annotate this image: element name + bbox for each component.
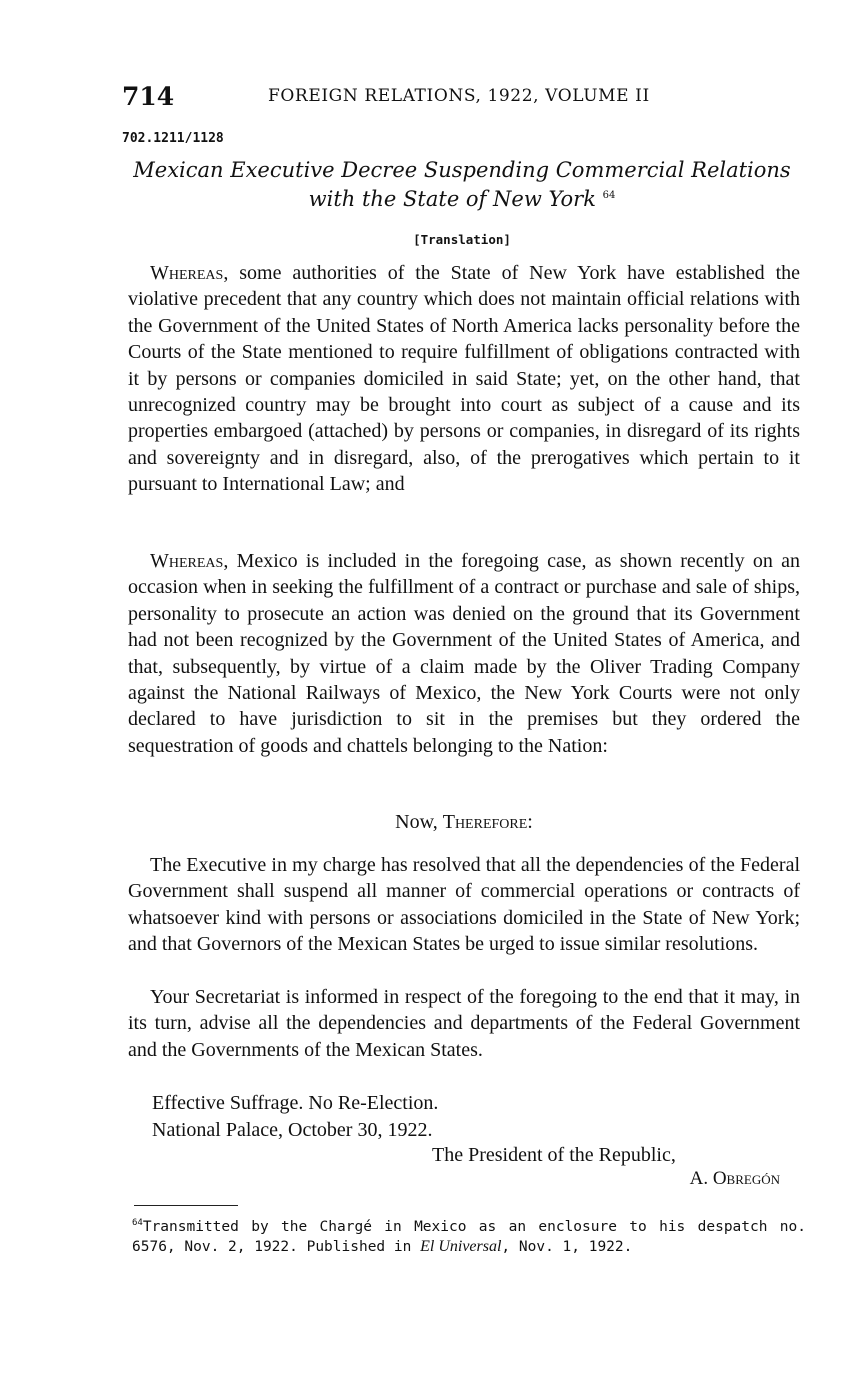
whereas-paragraph-1: [128, 260, 800, 498]
title-footnote-ref: 64: [602, 190, 616, 201]
running-head: FOREIGN RELATIONS, 1922, VOLUME II: [268, 86, 650, 106]
place-date: National Palace, October 30, 1922.: [152, 1119, 433, 1141]
resolution-paragraph: [128, 852, 800, 958]
translation-label: [Translation]: [413, 232, 511, 247]
therefore-word: Therefore: [442, 811, 528, 833]
footnote-marker: 64: [132, 1218, 143, 1228]
page-header: [122, 82, 794, 118]
footnote: [132, 1214, 806, 1257]
footnote-text-before: Transmitted by the Chargé in Mexico as an enclosure to his despatch no. 6576, Nov. 2, 1922. Published in: [132, 1218, 806, 1255]
title-text: Mexican Executive Decree Suspending Commercial Relations with the State of New York: [133, 158, 791, 211]
signer-initial: A.: [689, 1168, 713, 1189]
footnote-publication: El Universal: [420, 1237, 502, 1255]
signer: [690, 1168, 780, 1190]
footnote-divider: [134, 1205, 238, 1206]
therefore-colon: :: [527, 811, 533, 833]
therefore-heading: [128, 811, 800, 834]
document-title: [122, 157, 802, 212]
file-number: 702.1211/1128: [122, 131, 224, 146]
whereas-text-1: , some authorities of the State of New York have established the violative precedent that any country which does not maintain official relations with the Government of the United States of North America lacks personality before the Courts of the State mentioned to require fulfillment of obligations contracted with it by persons or companies domiciled in said State; yet, on the other hand, that unrecognized country may be brought into court as subject of a cause and its properties embargoed (attached) by persons or companies, in disregard of its rights and sovereignty and in disregard, also, of the prerogatives which pertain to it pursuant to International Law; and: [128, 262, 800, 496]
whereas-lead-2: Whereas: [150, 550, 224, 572]
therefore-now: Now,: [395, 811, 443, 833]
secretariat-text: Your Secretariat is informed in respect of the foregoing to the end that it may, in its turn, advise all the dependencies and departments of the Federal Government and the Governments of the Mexican States.: [128, 986, 800, 1061]
secretariat-paragraph: [128, 984, 800, 1063]
page-number: 714: [122, 82, 175, 111]
whereas-text-2: , Mexico is included in the foregoing case, as shown recently on an occasion when in seeking the fulfillment of a contract or purchase and sale of ships, personality to prosecute an action was denied on the ground that its Government had not been recognized by the Government of the United States of America, and that, subsequently, by virtue of a claim made by the Oliver Trading Company against the National Railways of Mexico, the New York Courts were not only declared to have jurisdiction to sit in the premises but they ordered the sequestration of goods and chattels belonging to the Nation:: [128, 550, 800, 757]
signer-title: The President of the Republic,: [432, 1144, 676, 1166]
whereas-lead-1: Whereas: [150, 262, 224, 284]
motto: Effective Suffrage. No Re-Election.: [152, 1092, 439, 1114]
resolution-text: The Executive in my charge has resolved that all the dependencies of the Federal Government shall suspend all manner of commercial operations or contracts of whatsoever kind with persons or associations domiciled in the State of New York; and that Governors of the Mexican States be urged to issue similar resolutions.: [128, 854, 800, 956]
footnote-text-after: , Nov. 1, 1922.: [501, 1238, 633, 1255]
signer-name: Obregón: [712, 1168, 780, 1189]
whereas-paragraph-2: [128, 548, 800, 759]
